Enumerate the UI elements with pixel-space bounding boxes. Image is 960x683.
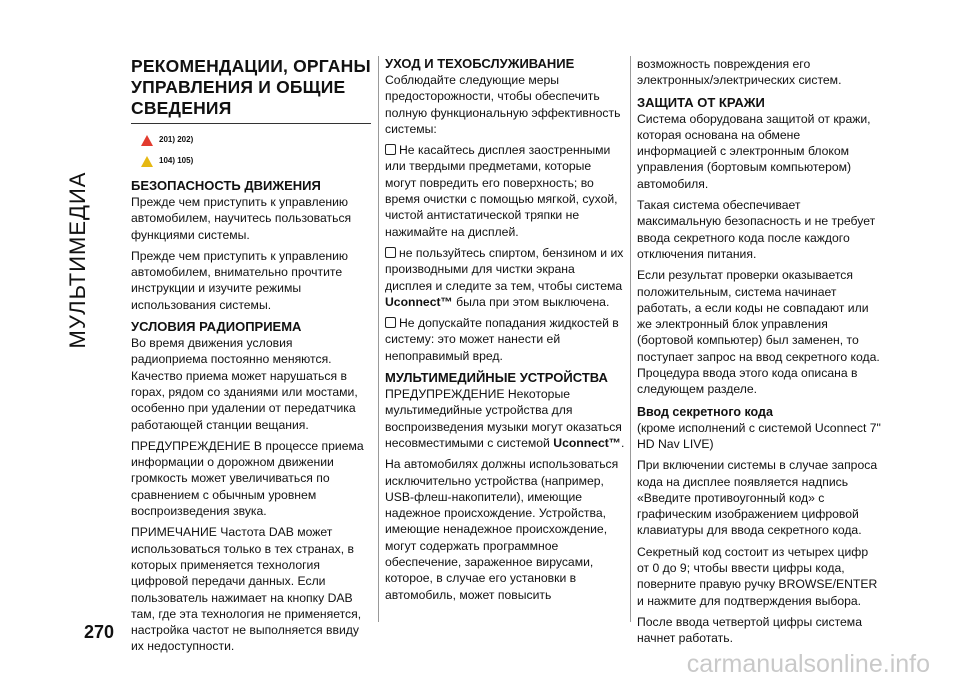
code-paragraph: Секретный код состоит из четырех цифр от 0 до 9; чтобы ввести цифры кода, поверните правую ручку BROWSE/ENTER и нажмите для подтверждения выбора.	[637, 544, 878, 608]
theft-paragraph: Если результат проверки оказывается положительным, система начинает работать, а если коды не совпадают или же электронный блок управления (бортовой компьютер) был заменен, то поступает запрос на ввод секретного кода. Процедура ввода этого кода описана в следующем разделе.	[637, 268, 880, 397]
warning-ref-row	[141, 130, 371, 151]
theft-paragraph: Система оборудована защитой от кражи, которая основана на обмене информацией с электронным блоком управления (бортовым компьютером) автомобиля.	[637, 111, 871, 191]
page-number: 270	[84, 622, 115, 642]
list-item: Не допускайте попадания жидкостей в систему: это может нанести ей непоправимый вред.	[385, 316, 619, 363]
caution-refs: 104) 105)	[159, 156, 194, 166]
reception-paragraph: Во время движения условия радиоприема постоянно меняются. Качество приема может нарушаться в горах, рядом со зданиями или мостами, особенно при удалении от передатчика работающей станции вещания.	[131, 336, 358, 432]
devices-heading: МУЛЬТИМЕДИЙНЫЕ УСТРОЙСТВА	[385, 370, 608, 386]
devices-warning: ПРЕДУПРЕЖДЕНИЕ Некоторые мультимедийные устройства для воспроизведения музыки могут оказаться несовместимыми с системой Uconnect™.	[385, 387, 625, 450]
code-paragraph: (кроме исполнений с системой Uconnect 7" HD Nav LIVE)	[637, 420, 881, 451]
caution-ref-row	[141, 151, 371, 172]
code-heading: Ввод секретного кода	[637, 404, 773, 419]
page-title: РЕКОМЕНДАЦИИ, ОРГАНЫ УПРАВЛЕНИЯ И ОБЩИЕ СВЕДЕНИЯ	[131, 56, 371, 118]
care-intro: Соблюдайте следующие меры предосторожности, чтобы обеспечить полную функциональную эффективность системы:	[385, 73, 621, 136]
column-1	[131, 56, 371, 660]
safety-paragraph: Прежде чем приступить к управлению автомобилем, внимательно прочтите инструкции и изучите режимы использования системы.	[131, 248, 349, 312]
caution-triangle-icon	[141, 156, 153, 167]
theft-paragraph: Такая система обеспечивает максимальную безопасность и не требует ввода секретного кода после каждого отключения питания.	[637, 198, 876, 261]
warning-triangle-icon	[141, 135, 153, 146]
checkbox-bullet-icon	[385, 247, 396, 258]
code-paragraph: При включении системы в случае запроса кода на дисплее появляется надпись «Введите противоугонный код» с графическим изображением цифровой клавиатуры для ввода секретного кода.	[637, 458, 878, 538]
list-item: не пользуйтесь спиртом, бензином и их производными для чистки экрана дисплея и следите за тем, чтобы система Uconnect™ была при этом выключена.	[385, 245, 624, 309]
continued-paragraph: возможность повреждения его электронных/электрических систем.	[637, 57, 842, 88]
reception-heading: УСЛОВИЯ РАДИОПРИЕМА	[131, 319, 302, 335]
list-item: Не касайтесь дисплея заостренными или твердыми предметами, которые могут повредить его поверхность; во время очистки с помощью мягкой, сухой, чистой антистатической тряпки не нажимайте на дисплей.	[385, 143, 618, 239]
checkbox-bullet-icon	[385, 144, 396, 155]
care-heading: УХОД И ТЕХОБСЛУЖИВАНИЕ	[385, 56, 575, 71]
checkbox-bullet-icon	[385, 317, 396, 328]
column-divider	[378, 56, 379, 622]
theft-heading: ЗАЩИТА ОТ КРАЖИ	[637, 94, 765, 110]
watermark: carmanualsonline.info	[686, 650, 930, 678]
reception-warning: ПРЕДУПРЕЖДЕНИЕ В процессе приема информации о дорожном движении громкость может увеличиваться по сравнением с обычным уровнем воспроизведения звука.	[131, 438, 364, 519]
column-3	[637, 56, 881, 652]
safety-heading: БЕЗОПАСНОСТЬ ДВИЖЕНИЯ	[131, 178, 321, 193]
warning-refs: 201) 202)	[159, 135, 194, 145]
safety-paragraph: Прежде чем приступить к управлению автомобилем, научитесь пользоваться функциями системы.	[131, 195, 352, 242]
devices-paragraph: На автомобилях должны использоваться исключительно устройства (например, USB-флеш-накопители), имеющие надежное происхождение. Устройства, имеющие ненадежное происхождение, могут содержать программное обеспечение, зараженное вирусами, которое, в случае его установки в автомобиль, может повысить	[385, 457, 619, 602]
column-divider	[630, 56, 631, 622]
reception-note: ПРИМЕЧАНИЕ Частота DAB может использоваться только в тех странах, в которых применяется технология цифровой передачи данных. Если пользователь нажимает на кнопку DAB там, где эта технология не применяется, настройка частот не выполняется ввиду их недоступности.	[131, 525, 362, 654]
title-divider	[131, 123, 371, 124]
code-paragraph: После ввода четвертой цифры система начнет работать.	[637, 614, 862, 646]
column-2	[385, 56, 625, 608]
